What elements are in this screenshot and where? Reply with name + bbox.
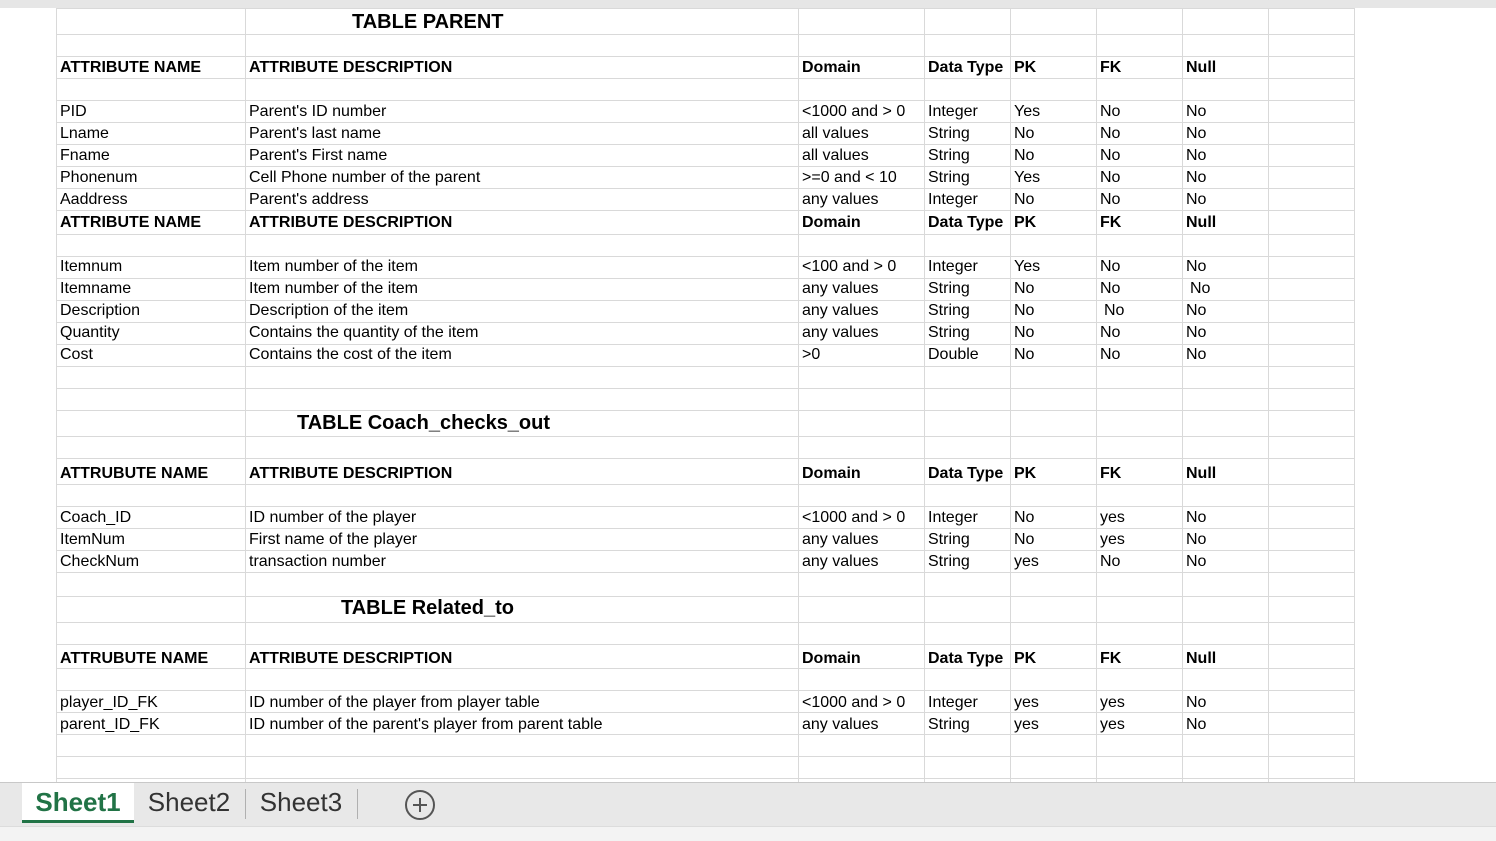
- cell-data-type[interactable]: String: [928, 125, 970, 142]
- cell-pk[interactable]: Yes: [1014, 103, 1041, 120]
- cell-data-type[interactable]: String: [928, 147, 970, 164]
- cell-null[interactable]: No: [1186, 716, 1207, 733]
- column-header-attribute-name[interactable]: ATTRIBUTE NAME: [60, 214, 202, 231]
- column-header-data-type[interactable]: Data Type: [928, 650, 1004, 667]
- cell-pk[interactable]: yes: [1014, 553, 1039, 570]
- cell-fk[interactable]: No: [1100, 324, 1121, 341]
- cell-domain[interactable]: >=0 and < 10: [802, 169, 897, 186]
- status-strip: [0, 826, 1496, 841]
- column-header-attribute-name[interactable]: ATTRIBUTE NAME: [60, 59, 202, 76]
- cell-attribute-name[interactable]: Cost: [60, 346, 93, 363]
- cell-attribute-name[interactable]: Fname: [60, 147, 110, 164]
- row-gridline: [56, 8, 1354, 9]
- cell-attribute-description[interactable]: Contains the cost of the item: [249, 346, 452, 363]
- table-title[interactable]: TABLE Coach_checks_out: [297, 412, 551, 434]
- column-header-data-type[interactable]: Data Type: [928, 465, 1004, 482]
- column-header-fk[interactable]: FK: [1100, 214, 1122, 231]
- cell-fk[interactable]: yes: [1100, 509, 1125, 526]
- cell-fk[interactable]: yes: [1100, 531, 1125, 548]
- cell-data-type[interactable]: Integer: [928, 103, 978, 120]
- row-gridline: [56, 234, 1354, 235]
- column-header-data-type[interactable]: Data Type: [928, 214, 1004, 231]
- column-header-attribute-name[interactable]: ATTRUBUTE NAME: [60, 465, 209, 482]
- cell-attribute-description[interactable]: ID number of the parent's player from parent table: [249, 716, 603, 733]
- column-header-null[interactable]: Null: [1186, 59, 1217, 76]
- cell-null[interactable]: No: [1186, 258, 1207, 275]
- cell-fk[interactable]: No: [1100, 169, 1121, 186]
- cell-domain[interactable]: <1000 and > 0: [802, 694, 906, 711]
- cell-fk[interactable]: No: [1100, 103, 1121, 120]
- cell-domain[interactable]: any values: [802, 553, 879, 570]
- cell-attribute-name[interactable]: Itemnum: [60, 258, 123, 275]
- row-gridline: [56, 34, 1354, 35]
- cell-null[interactable]: No: [1186, 553, 1207, 570]
- top-strip: [0, 0, 1496, 8]
- column-header-pk[interactable]: PK: [1014, 59, 1037, 76]
- cell-fk[interactable]: No: [1100, 553, 1121, 570]
- cell-attribute-name[interactable]: ItemNum: [60, 531, 125, 548]
- column-gridline: [1268, 8, 1269, 782]
- cell-attribute-name[interactable]: Lname: [60, 125, 109, 142]
- cell-domain[interactable]: all values: [802, 147, 869, 164]
- cell-fk[interactable]: yes: [1100, 694, 1125, 711]
- cell-attribute-name[interactable]: Coach_ID: [60, 509, 132, 526]
- column-header-fk[interactable]: FK: [1100, 59, 1122, 76]
- cell-fk[interactable]: No: [1100, 258, 1121, 275]
- cell-attribute-description[interactable]: Item number of the item: [249, 258, 418, 275]
- cell-data-type[interactable]: String: [928, 324, 970, 341]
- cell-fk[interactable]: No: [1104, 302, 1125, 319]
- cell-pk[interactable]: No: [1014, 509, 1035, 526]
- column-header-domain[interactable]: Domain: [802, 214, 861, 231]
- row-gridline: [56, 366, 1354, 367]
- cell-null[interactable]: No: [1186, 125, 1207, 142]
- column-header-pk[interactable]: PK: [1014, 214, 1037, 231]
- row-gridline: [56, 644, 1354, 645]
- cell-null[interactable]: No: [1186, 103, 1207, 120]
- cell-attribute-description[interactable]: Contains the quantity of the item: [249, 324, 479, 341]
- row-gridline: [56, 690, 1354, 691]
- cell-attribute-description[interactable]: Parent's last name: [249, 125, 382, 142]
- plus-circle-icon[interactable]: [405, 790, 435, 820]
- cell-null[interactable]: No: [1186, 147, 1207, 164]
- cell-attribute-name[interactable]: Aaddress: [60, 191, 128, 208]
- cell-pk[interactable]: No: [1014, 302, 1035, 319]
- column-header-fk[interactable]: FK: [1100, 465, 1122, 482]
- sheet-tab-sheet3[interactable]: Sheet3: [259, 787, 343, 817]
- cell-attribute-name[interactable]: parent_ID_FK: [60, 716, 160, 733]
- cell-attribute-name[interactable]: Description: [60, 302, 141, 319]
- cell-fk[interactable]: No: [1100, 147, 1121, 164]
- column-gridline: [1354, 8, 1355, 782]
- column-header-domain[interactable]: Domain: [802, 650, 861, 667]
- cell-attribute-description[interactable]: Parent's First name: [249, 147, 388, 164]
- cell-attribute-name[interactable]: CheckNum: [60, 553, 140, 570]
- cell-pk[interactable]: yes: [1014, 694, 1039, 711]
- cell-fk[interactable]: No: [1100, 125, 1121, 142]
- row-gridline: [56, 756, 1354, 757]
- cell-data-type[interactable]: Integer: [928, 694, 978, 711]
- column-header-attribute-description[interactable]: ATTRIBUTE DESCRIPTION: [249, 465, 453, 482]
- cell-fk[interactable]: yes: [1100, 716, 1125, 733]
- cell-null[interactable]: No: [1186, 694, 1207, 711]
- cell-attribute-name[interactable]: Phonenum: [60, 169, 138, 186]
- row-gridline: [56, 596, 1354, 597]
- column-header-null[interactable]: Null: [1186, 650, 1217, 667]
- column-header-fk[interactable]: FK: [1100, 650, 1122, 667]
- column-header-attribute-name[interactable]: ATTRUBUTE NAME: [60, 650, 209, 667]
- cell-pk[interactable]: No: [1014, 346, 1035, 363]
- cell-attribute-name[interactable]: PID: [60, 103, 87, 120]
- cell-attribute-description[interactable]: Cell Phone number of the parent: [249, 169, 481, 186]
- cell-domain[interactable]: >0: [802, 346, 821, 363]
- sheet-tab-sheet1[interactable]: Sheet1: [22, 783, 134, 823]
- cell-fk[interactable]: No: [1100, 346, 1121, 363]
- cell-domain[interactable]: any values: [802, 324, 879, 341]
- cell-fk[interactable]: No: [1100, 280, 1121, 297]
- cell-domain[interactable]: any values: [802, 191, 879, 208]
- cell-attribute-description[interactable]: Parent's address: [249, 191, 369, 208]
- cell-domain[interactable]: <100 and > 0: [802, 258, 897, 275]
- row-gridline: [56, 436, 1354, 437]
- cell-data-type[interactable]: String: [928, 169, 970, 186]
- cell-pk[interactable]: No: [1014, 324, 1035, 341]
- column-header-attribute-description[interactable]: ATTRIBUTE DESCRIPTION: [249, 59, 453, 76]
- tab-separator: [357, 789, 358, 819]
- cell-data-type[interactable]: String: [928, 553, 970, 570]
- cell-domain[interactable]: all values: [802, 125, 869, 142]
- cell-data-type[interactable]: String: [928, 302, 970, 319]
- cell-null[interactable]: No: [1186, 531, 1207, 548]
- spreadsheet-grid[interactable]: [0, 8, 1496, 782]
- cell-null[interactable]: No: [1186, 324, 1207, 341]
- cell-data-type[interactable]: Integer: [928, 258, 978, 275]
- cell-data-type[interactable]: String: [928, 280, 970, 297]
- cell-data-type[interactable]: Double: [928, 346, 979, 363]
- cell-pk[interactable]: No: [1014, 280, 1035, 297]
- table-title[interactable]: TABLE Related_to: [341, 597, 514, 619]
- cell-attribute-description[interactable]: Item number of the item: [249, 280, 418, 297]
- cell-data-type[interactable]: Integer: [928, 509, 978, 526]
- sheet-tab-sheet2[interactable]: Sheet2: [147, 787, 231, 817]
- row-gridline: [56, 778, 1354, 779]
- cell-attribute-description[interactable]: transaction number: [249, 553, 386, 570]
- cell-null[interactable]: No: [1186, 346, 1207, 363]
- column-header-pk[interactable]: PK: [1014, 465, 1037, 482]
- cell-attribute-description[interactable]: Description of the item: [249, 302, 409, 319]
- row-gridline: [56, 388, 1354, 389]
- row-gridline: [56, 410, 1354, 411]
- cell-null[interactable]: No: [1186, 191, 1207, 208]
- cell-domain[interactable]: any values: [802, 716, 879, 733]
- cell-pk[interactable]: No: [1014, 147, 1035, 164]
- row-gridline: [56, 458, 1354, 459]
- column-header-domain[interactable]: Domain: [802, 59, 861, 76]
- sheet-tab-bar: [0, 782, 1496, 826]
- row-gridline: [56, 622, 1354, 623]
- column-header-domain[interactable]: Domain: [802, 465, 861, 482]
- cell-null[interactable]: No: [1186, 302, 1207, 319]
- column-header-attribute-description[interactable]: ATTRIBUTE DESCRIPTION: [249, 650, 453, 667]
- column-header-null[interactable]: Null: [1186, 465, 1217, 482]
- cell-pk[interactable]: No: [1014, 531, 1035, 548]
- cell-pk[interactable]: No: [1014, 191, 1035, 208]
- cell-pk[interactable]: Yes: [1014, 258, 1041, 275]
- column-header-null[interactable]: Null: [1186, 214, 1217, 231]
- cell-attribute-description[interactable]: ID number of the player from player table: [249, 694, 540, 711]
- cell-attribute-name[interactable]: Quantity: [60, 324, 120, 341]
- table-title[interactable]: TABLE PARENT: [352, 11, 504, 33]
- cell-domain[interactable]: <1000 and > 0: [802, 103, 906, 120]
- cell-attribute-name[interactable]: player_ID_FK: [60, 694, 158, 711]
- cell-attribute-description[interactable]: First name of the player: [249, 531, 418, 548]
- cell-data-type[interactable]: Integer: [928, 191, 978, 208]
- cell-data-type[interactable]: String: [928, 531, 970, 548]
- column-header-attribute-description[interactable]: ATTRIBUTE DESCRIPTION: [249, 214, 453, 231]
- cell-attribute-description[interactable]: ID number of the player: [249, 509, 417, 526]
- cell-attribute-description[interactable]: Parent's ID number: [249, 103, 387, 120]
- cell-pk[interactable]: Yes: [1014, 169, 1041, 186]
- column-header-data-type[interactable]: Data Type: [928, 59, 1004, 76]
- cell-data-type[interactable]: String: [928, 716, 970, 733]
- cell-fk[interactable]: No: [1100, 191, 1121, 208]
- cell-pk[interactable]: No: [1014, 125, 1035, 142]
- cell-null[interactable]: No: [1186, 509, 1207, 526]
- cell-domain[interactable]: <1000 and > 0: [802, 509, 906, 526]
- cell-domain[interactable]: any values: [802, 280, 879, 297]
- cell-null[interactable]: No: [1190, 280, 1211, 297]
- cell-null[interactable]: No: [1186, 169, 1207, 186]
- column-header-pk[interactable]: PK: [1014, 650, 1037, 667]
- cell-attribute-name[interactable]: Itemname: [60, 280, 132, 297]
- cell-pk[interactable]: yes: [1014, 716, 1039, 733]
- cell-domain[interactable]: any values: [802, 531, 879, 548]
- cell-domain[interactable]: any values: [802, 302, 879, 319]
